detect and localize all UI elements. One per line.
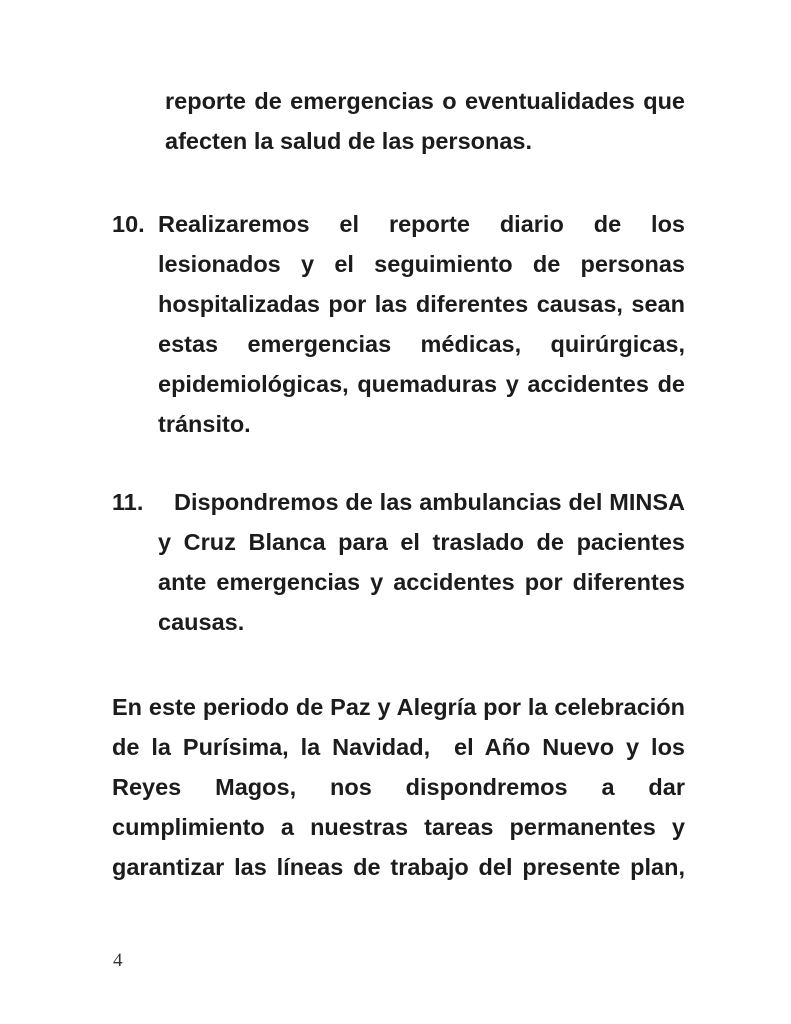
- text-line: y Cruz Blanca para el traslado de pacientes: [158, 529, 685, 555]
- text-line: epidemiológicas, quemaduras y accidentes de: [158, 371, 685, 397]
- text-line: de la Purísima, la Navidad, el Año Nuevo y los: [112, 734, 685, 760]
- text-line: En este periodo de Paz y Alegría por la celebración: [112, 694, 685, 720]
- paragraph-closing: [112, 687, 685, 887]
- text-line: Dispondremos de las ambulancias del MINSA: [174, 489, 685, 515]
- text-line: estas emergencias médicas, quirúrgicas,: [158, 331, 685, 357]
- list-item-11: [112, 482, 685, 642]
- text-line: ante emergencias y accidentes por diferentes: [158, 569, 685, 595]
- text-line: hospitalizadas por las diferentes causas, sean: [158, 291, 685, 317]
- text-line: cumplimiento a nuestras tareas permanentes y: [112, 814, 685, 840]
- list-item-11-number: 11.: [112, 489, 144, 515]
- text-line: causas.: [158, 609, 245, 635]
- list-item-10-body: [158, 204, 685, 444]
- list-item-10: [112, 204, 685, 444]
- list-item-11-body: [158, 482, 685, 642]
- text-line: tránsito.: [158, 411, 251, 437]
- page-number: 4: [113, 950, 123, 971]
- list-item-10-number: 10.: [112, 211, 145, 237]
- text-line: lesionados y el seguimiento de personas: [158, 251, 685, 277]
- text-line: Reyes Magos, nos dispondremos a dar: [112, 774, 685, 800]
- text-line: reporte de emergencias o eventualidades que: [165, 88, 685, 114]
- text-line: Realizaremos el reporte diario de los: [158, 211, 685, 237]
- text-line: garantizar las líneas de trabajo del presente plan,: [112, 854, 685, 880]
- text-line: afecten la salud de las personas.: [165, 128, 533, 154]
- paragraph-continuation: [112, 81, 685, 161]
